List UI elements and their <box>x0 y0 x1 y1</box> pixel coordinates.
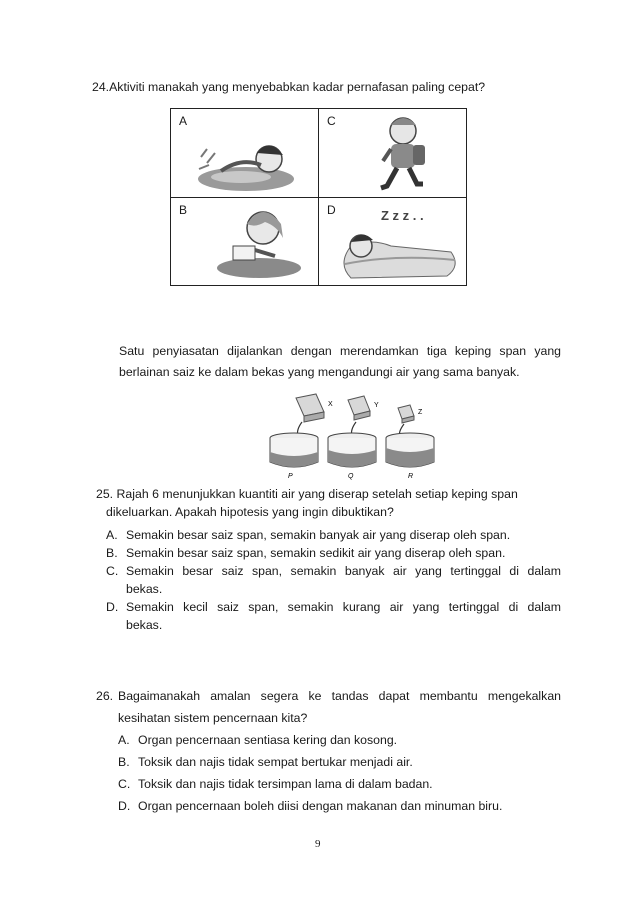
sponge-x-icon <box>296 394 333 436</box>
option-letter: C. <box>106 564 119 578</box>
q25-text-line-1: Rajah 6 menunjukkan kuantiti air yang diserap setelah setiap keping span <box>116 487 518 501</box>
option-text: Toksik dan najis tidak tersimpan lama di dalam badan. <box>138 777 433 791</box>
q24-option-label: C <box>327 114 336 128</box>
q26-option-b[interactable] <box>118 753 573 771</box>
option-text-continued: bekas. <box>126 618 163 632</box>
q26-question-line-1 <box>96 689 561 703</box>
option-letter: A. <box>106 528 118 542</box>
q26-number: 26. <box>96 689 114 703</box>
option-letter: B. <box>118 755 130 769</box>
sponge-label: Z <box>418 409 423 416</box>
container-p-icon <box>270 433 318 480</box>
q24-text: Aktiviti manakah yang menyebabkan kadar pernafasan paling cepat? <box>109 80 486 94</box>
sponge-y-icon <box>348 396 379 436</box>
q26-option-a[interactable] <box>118 731 573 749</box>
option-text: Organ pencernaan sentiasa kering dan kosong. <box>138 733 398 747</box>
option-text: Toksik dan najis tidak sempat bertukar menjadi air. <box>138 755 413 769</box>
q24-number: 24. <box>92 80 110 94</box>
q24-option-label: B <box>179 202 188 217</box>
container-label: P <box>288 473 293 480</box>
option-letter: C. <box>118 777 131 791</box>
option-text-continued: bekas. <box>126 582 163 596</box>
q24-option-d-cell[interactable] <box>319 197 467 286</box>
q24-option-a-cell[interactable] <box>171 109 319 198</box>
option-text: Semakin besar saiz span, semakin banyak air yang tertinggal di dalam <box>126 564 561 578</box>
q26-option-c[interactable] <box>118 775 573 793</box>
page-number: 9 <box>315 838 321 850</box>
q25-question-line-1 <box>96 487 518 501</box>
q25-option-c[interactable] <box>106 562 561 598</box>
q25-number: 25. <box>96 487 114 501</box>
option-text: Semakin kecil saiz span, semakin kurang air yang tertinggal di dalam <box>126 600 561 614</box>
q24-option-b-cell[interactable] <box>171 197 319 286</box>
svg-text:Z z z . .: Z z z . . <box>381 207 424 223</box>
sleeping-child-icon <box>331 206 466 286</box>
context-line-2: berlainan saiz ke dalam bekas yang mengandungi air yang sama banyak. <box>119 365 520 379</box>
reading-child-icon <box>211 202 311 282</box>
option-letter: D. <box>106 600 119 614</box>
q25-option-b[interactable] <box>106 544 561 562</box>
option-text: Semakin besar saiz span, semakin sedikit air yang diserap oleh span. <box>126 546 506 560</box>
q25-text-line-2: dikeluarkan. Apakah hipotesis yang ingin dibuktikan? <box>106 505 394 519</box>
container-q-icon <box>328 433 376 480</box>
container-r-icon <box>386 433 434 480</box>
option-letter: A. <box>118 733 130 747</box>
swimming-child-icon <box>191 127 301 197</box>
q24-option-label: A <box>179 114 188 128</box>
q26-text-line-1: Bagaimanakah amalan segera ke tandas dapat membantu mengekalkan <box>118 689 561 703</box>
option-letter: D. <box>118 799 131 813</box>
walking-child-icon <box>361 113 446 197</box>
option-letter: B. <box>106 546 118 560</box>
q26-text-line-2: kesihatan sistem pencernaan kita? <box>118 711 308 725</box>
q24-question <box>92 80 485 94</box>
sponge-label: Y <box>374 402 379 409</box>
container-label: R <box>408 473 414 480</box>
sponge-experiment-figure <box>268 392 448 482</box>
sponge-z-icon <box>398 405 423 436</box>
context-line-1: Satu penyiasatan dijalankan dengan merendamkan tiga keping span yang <box>119 344 561 358</box>
q24-option-label: D <box>327 202 336 217</box>
option-text: Semakin besar saiz span, semakin banyak air yang diserap oleh span. <box>126 528 511 542</box>
option-text: Organ pencernaan boleh diisi dengan makanan dan minuman biru. <box>138 799 503 813</box>
q24-option-grid <box>170 108 467 286</box>
sponge-label: X <box>328 401 333 408</box>
q26-option-d[interactable] <box>118 797 573 815</box>
q25-option-a[interactable] <box>106 526 561 544</box>
q25-option-d[interactable] <box>106 598 561 634</box>
q24-option-c-cell[interactable] <box>319 109 467 198</box>
container-label: Q <box>348 473 354 480</box>
